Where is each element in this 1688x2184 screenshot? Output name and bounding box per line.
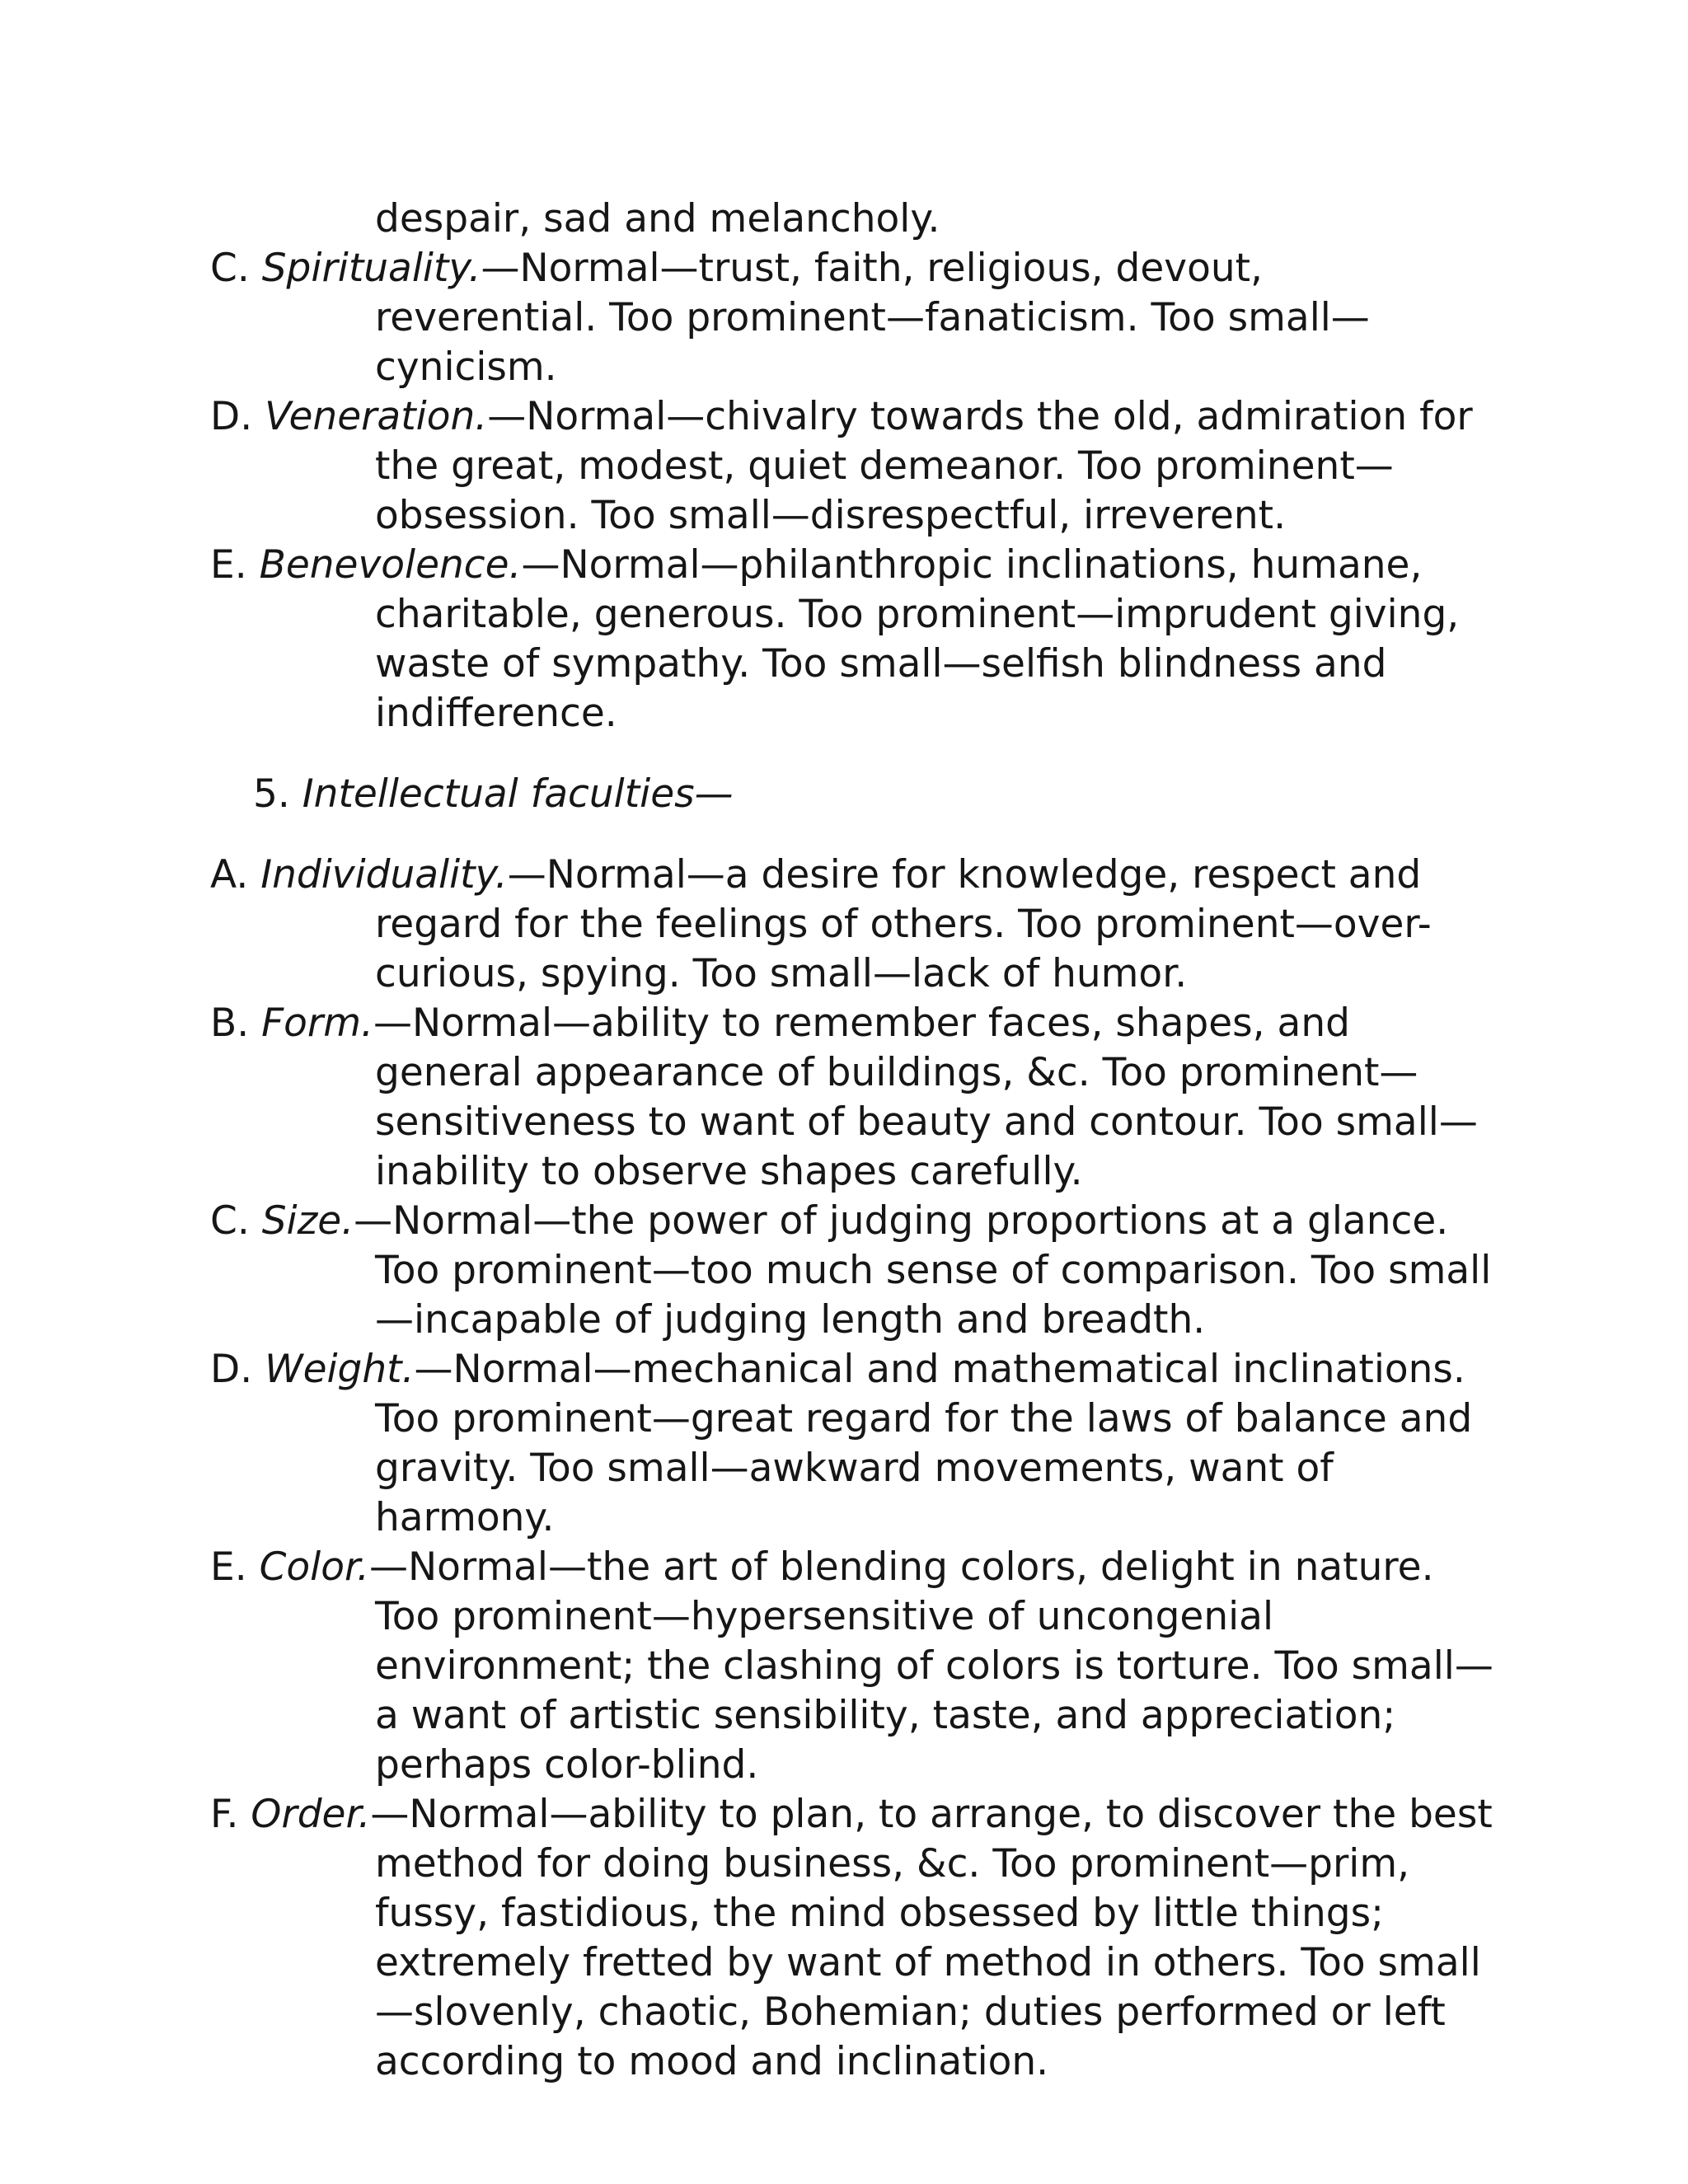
section-heading — [210, 770, 1496, 819]
entry-text: —Normal—mechanical and mathematical inclinations. Too prominent—great regard for the laws of balance and gravity. Too small—awkward movements, want of harmony. — [375, 1347, 1473, 1540]
entry-text: —Normal—ability to plan, to arrange, to discover the best method for doing business, &c. Too prominent—prim, fussy, fastidious, the mind obsessed by little things; extremely fretted by want of method in others. Too small—slovenly, chaotic, Bohemian; duties performed or left according to mood and inclination. — [370, 1792, 1493, 2084]
faculty-entry — [210, 1345, 1496, 1543]
entry-term: Veneration. — [265, 394, 488, 439]
faculty-entry — [210, 1543, 1496, 1790]
entry-text: —Normal—the power of judging proportions at a glance. Too prominent—too much sense of comparison. Too small—incapable of judging length and breadth. — [354, 1198, 1492, 1343]
entry-letter: E. — [210, 1544, 247, 1590]
entry-letter: E. — [210, 542, 247, 588]
entry-letter: C. — [210, 246, 250, 291]
entry-letter: D. — [210, 1347, 253, 1392]
section-title: Intellectual faculties— — [302, 771, 734, 817]
faculty-entry — [210, 851, 1496, 999]
entry-letter: C. — [210, 1198, 250, 1244]
faculty-entry — [210, 392, 1496, 541]
page-content — [210, 194, 1496, 2087]
entry-letter: F. — [210, 1792, 239, 1837]
entry-letter: A. — [210, 852, 249, 898]
faculty-entry — [210, 1790, 1496, 2087]
entry-term: Order. — [251, 1792, 371, 1837]
entry-term: Size. — [261, 1198, 354, 1244]
entry-term: Weight. — [265, 1347, 415, 1392]
faculty-entry — [210, 244, 1496, 392]
entry-text: —Normal—a desire for knowledge, respect and regard for the feelings of others. Too prominent—over-curious, spying. Too small—lack of humor. — [375, 852, 1432, 996]
faculty-entry — [210, 1197, 1496, 1345]
entry-text: —Normal—philanthropic inclinations, humane, charitable, generous. Too prominent—imprudent giving, waste of sympathy. Too small—selfish blindness and indifference. — [375, 542, 1460, 736]
entry-term: Form. — [261, 1001, 373, 1046]
entry-term: Spirituality. — [261, 246, 481, 291]
faculty-entry — [210, 541, 1496, 738]
entry-text: —Normal—trust, faith, religious, devout, reverential. Too prominent—fanaticism. Too small—cynicism. — [375, 246, 1370, 390]
entry-letter: B. — [210, 1001, 250, 1046]
entry-term: Color. — [259, 1544, 369, 1590]
faculty-entry — [210, 999, 1496, 1197]
entry-text: —Normal—ability to remember faces, shapes, and general appearance of buildings, &c. Too prominent—sensitiveness to want of beauty and contour. Too small—inability to observe shapes carefully. — [373, 1001, 1478, 1194]
entry-term: Individuality. — [260, 852, 508, 898]
entry-text: —Normal—the art of blending colors, delight in nature. Too prominent—hypersensitive of uncongenial environment; the clashing of colors is torture. Too small—a want of artistic sensibility, taste, and appreciation; perhaps color-blind. — [368, 1544, 1493, 1788]
continuation-line: despair, sad and melancholy. — [375, 196, 940, 241]
entry-term: Benevolence. — [259, 542, 522, 588]
entry-letter: D. — [210, 394, 253, 439]
section-number: 5. — [253, 771, 290, 817]
entry-text: —Normal—chivalry towards the old, admiration for the great, modest, quiet demeanor. Too prominent—obsession. Too small—disrespectful, irreverent. — [375, 394, 1473, 538]
